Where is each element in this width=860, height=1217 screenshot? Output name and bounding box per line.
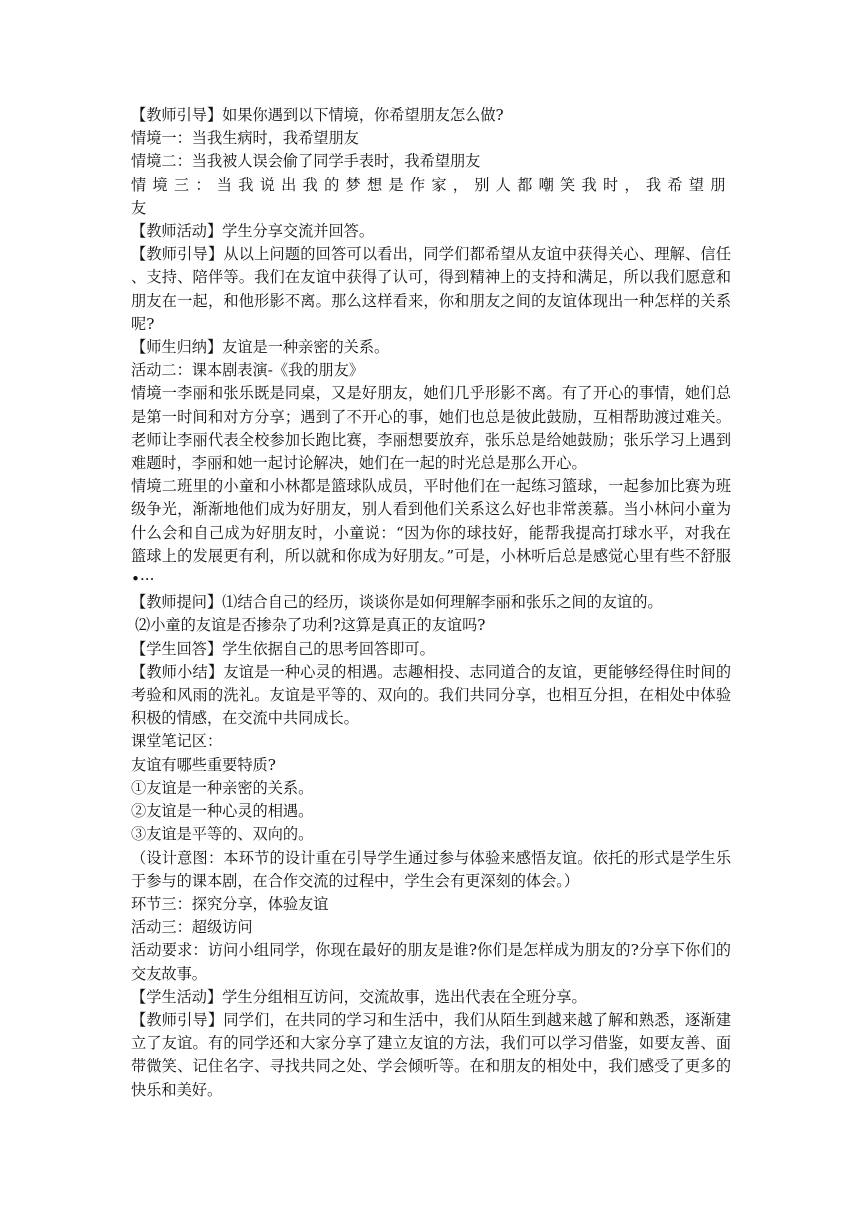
- teacher-summary: 【教师小结】友谊是一种心灵的相遇。志趣相投、志同道合的友谊，更能够经得住时间的考验和风雨的洗礼。友谊是平等的、双向的。我们共同分享，也相互分担，在相处中体验积极的情感，在交流中共同成长。: [131, 662, 731, 728]
- activity-requirement: 活动要求：访问小组同学，你现在最好的朋友是谁?你们是怎样成为朋友的?分享下你们的交友故事。: [131, 941, 731, 983]
- activity-two-title: 活动二：课本剧表演-《我的朋友》: [131, 361, 364, 380]
- notes-question: 友谊有哪些重要特质?: [131, 755, 276, 774]
- teacher-activity: 【教师活动】学生分享交流并回答。: [131, 222, 374, 241]
- scenario-two: 情境二：当我被人误会偷了同学手表时，我希望朋友: [131, 152, 481, 171]
- note-item-3: ③友谊是平等的、双向的。: [131, 825, 314, 844]
- scenario-tong-lin: 情境二班里的小童和小林都是篮球队成员，平时他们在一起练习篮球，一起参加比赛为班级争光，渐渐地他们成为好朋友，别人看到他们关系这么好也非常羡慕。当小林问小童为什么会和自己成为好朋友时，小童说：“因为你的球技好，能帮我提高打球水平，对我在篮球上的发展更有利，所以就和你成为好朋友。”可是，小林听后总是感觉心里有些不舒服 •···: [131, 477, 731, 589]
- teacher-question-one: 【教师提问】⑴结合自己的经历，谈谈你是如何理解李丽和张乐之间的友谊的。: [131, 593, 663, 612]
- notes-title: 课堂笔记区：: [131, 732, 223, 751]
- teacher-guide-question: 【教师引导】如果你遇到以下情境，你希望朋友怎么做?: [131, 106, 504, 124]
- teacher-question-two: ⑵小童的友谊是否掺杂了功利?这算是真正的友谊吗?: [135, 616, 486, 635]
- note-item-2: ②友谊是一种心灵的相遇。: [131, 802, 314, 821]
- section-three-title: 环节三：探究分享，体验友谊: [131, 894, 329, 913]
- summary-close-relationship: 【师生归纳】友谊是一种亲密的关系。: [131, 338, 390, 357]
- scenario-li-zhang: 情境一李丽和张乐既是同桌，又是好朋友，她们几乎形影不离。有了开心的事情，她们总是第一时间和对方分享；遇到了不开心的事，她们也总是彼此鼓励，互相帮助渡过难关。老师让李丽代表全校参加长跑比赛，李丽想要放弃，张乐总是给她鼓励；张乐学习上遇到难题时，李丽和她一起讨论解决，她们在一起的时光总是那么开心。: [131, 384, 731, 473]
- scenario-one: 情境一：当我生病时，我希望朋友: [131, 129, 359, 148]
- scenario-three: 情境三：当我说出我的梦想是作家，别人都嘲笑我时，我希望朋友: [131, 175, 731, 217]
- activity-three-title: 活动三：超级访问: [131, 918, 253, 937]
- document-body: [131, 104, 731, 1102]
- student-answer: 【学生回答】学生依据自己的思考回答即可。: [131, 639, 435, 658]
- teacher-guide-analysis: 【教师引导】从以上问题的回答可以看出，同学们都希望从友谊中获得关心、理解、信任、支持、陪伴等。我们在友谊中获得了认可，得到精神上的支持和满足，所以我们愿意和朋友在一起，和他形影不离。那么这样看来，你和朋友之间的友谊体现出一种怎样的关系呢?: [131, 245, 731, 333]
- note-item-1: ①友谊是一种亲密的关系。: [131, 778, 314, 797]
- design-intent: （设计意图：本环节的设计重在引导学生通过参与体验来感悟友谊。依托的形式是学生乐于参与的课本剧，在合作交流的过程中，学生会有更深刻的体会。）: [131, 848, 731, 890]
- student-activity: 【学生活动】学生分组相互访问，交流故事，选出代表在全班分享。: [131, 987, 587, 1006]
- teacher-guide-closing: 【教师引导】同学们，在共同的学习和生活中，我们从陌生到越来越了解和熟悉，逐渐建立了友谊。有的同学还和大家分享了建立友谊的方法，我们可以学习借鉴，如要友善、面带微笑、记住名字、寻找共同之处、学会倾听等。在和朋友的相处中，我们感受了更多的快乐和美好。: [131, 1010, 731, 1099]
